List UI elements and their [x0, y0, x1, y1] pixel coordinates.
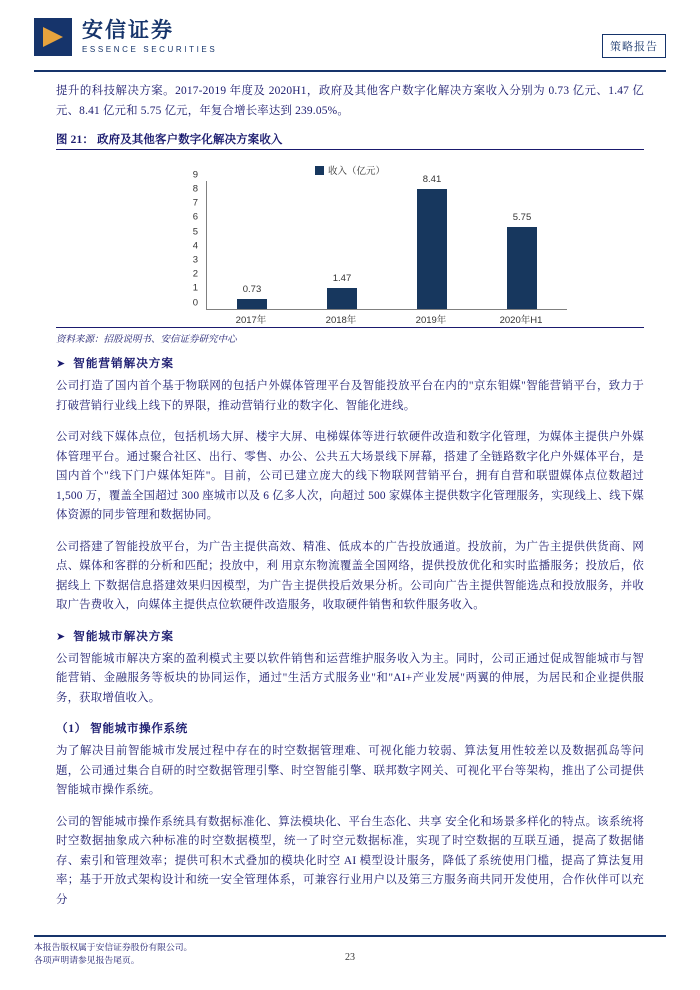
legend-label: 收入（亿元）	[327, 166, 385, 177]
arrow-bullet-icon: ➤	[56, 358, 66, 370]
x-tick: 2017年	[235, 315, 267, 326]
y-tick: 2	[192, 268, 198, 280]
bar-value-label: 8.41	[422, 174, 442, 185]
y-tick: 9	[192, 169, 198, 181]
footer-line-2: 各项声明请参见报告尾页。	[34, 955, 140, 965]
figure-bottom-divider	[56, 327, 644, 328]
chart-bars	[207, 174, 567, 309]
paragraph-intro: 提升的科技解决方案。2017-2019 年度及 2020H1，政府及其他客户数字化解决方案收入分别为 0.73 亿元、1.47 亿元、8.41 亿元和 5.75 亿元，年复合增长率达到 239.05%。	[56, 85, 644, 117]
x-tick: 2019年	[415, 315, 447, 326]
brand-logo	[34, 18, 217, 56]
header-divider	[34, 70, 666, 72]
bar-2020h1	[507, 227, 537, 309]
figure-title: 图 21： 政府及其他客户数字化解决方案收入	[56, 134, 283, 146]
chart-plot-area	[206, 174, 567, 310]
bar-group	[297, 181, 387, 309]
paragraph-marketing-1: 公司打造了国内首个基于物联网的包括户外媒体管理平台及智能投放平台在内的"京东钼媒"智能营销平台，致力于打破营销行业线上线下的界限，推动营销行业的数字化、智能化进线。	[56, 380, 644, 412]
brand-name-cn: 安信证券	[82, 19, 174, 42]
bar-chart	[56, 149, 644, 345]
footer-divider	[34, 935, 666, 937]
bar-2018	[327, 288, 357, 309]
paragraph-city-2: 为了解决目前智能城市发展过程中存在的时空数据管理难、可视化能力较弱、算法复用性较差以及数据孤岛等问题，公司通过集合自研的时空数据管理引擎、时空智能引擎、联邦数字网关、可视化平台等架构，推出了公司提供智能城市操作系统。	[56, 745, 644, 796]
arrow-bullet-icon: ➤	[56, 630, 66, 643]
paragraph-marketing-3: 公司搭建了智能投放平台，为广告主提供高效、精准、低成本的广告投放通道。投放前，为广告主提供供货商、网点、媒体和客群的分析和匹配；投放中，利 用京东物流覆盖全国网络，提供投放优化和实时监播服务；投放后，依据线上 下数据信息搭建效果归因模型，为广告主提供投后效果分析。公司向广告主提供智能选点和投放服务，并收取广告费收入，向媒体主提供点位软硬件改造服务，收取硬件销售和软件服务收入。	[56, 540, 644, 611]
y-tick: 4	[192, 240, 198, 252]
bar-2019	[417, 189, 447, 309]
y-tick: 1	[192, 282, 198, 294]
section-heading-text: 智能营销解决方案	[73, 357, 174, 370]
paragraph-city-3: 公司的智能城市操作系统具有数据标准化、算法模块化、平台生态化、共享 安全化和场景多样化的特点。该系统将时空数据抽象成六种标准的时空数据模型，统一了时空元数据标准，实现了时空数据的互联互通，提高了数据储存、索引和管理效率；提供可积木式叠加的模块化时空 AI 模型设计服务，降低了系统使用门槛，提高了算法复用率；基于开放式架构设计和统一安全管理体系，可兼容行业用户以及第三方服务商共同开发使用，合作伙伴可以充分	[56, 815, 644, 906]
chart-legend	[56, 163, 644, 177]
chart-y-axis	[180, 169, 202, 315]
y-tick: 7	[192, 197, 198, 209]
paragraph-city-1: 公司智能城市解决方案的盈利模式主要以软件销售和运营维护服务收入为主。同时，公司正通过促成智能城市与智能营销、金融服务等板块的协同运作，通过"生活方式服务业"和"AI+产业发展"两翼的伸展，为居民和企业提供服务，获取增值收入。	[56, 652, 644, 704]
bar-2017	[237, 299, 267, 309]
report-type-badge: 策略报告	[602, 34, 666, 58]
bar-value-label: 1.47	[332, 273, 352, 284]
footer-line-1: 本报告版权属于安信证券股份有限公司。	[34, 942, 193, 952]
bar-group	[477, 181, 567, 309]
chart-x-axis	[206, 312, 566, 326]
bar-group	[387, 174, 477, 309]
legend-swatch-icon	[315, 166, 324, 175]
figure-21	[56, 131, 644, 345]
page-header	[0, 0, 700, 74]
y-tick: 5	[192, 226, 198, 238]
brand-name-en: ESSENCE SECURITIES	[82, 45, 218, 54]
essence-logo-icon	[34, 18, 72, 56]
figure-source: 资料来源：招股说明书、安信证券研究中心	[56, 335, 237, 345]
section-heading-text: 智能城市解决方案	[73, 629, 174, 643]
bar-group	[207, 181, 297, 309]
y-tick: 6	[192, 211, 198, 223]
x-tick: 2020年H1	[499, 315, 543, 326]
subsection-heading-os: （1） 智能城市操作系统	[56, 722, 188, 735]
paragraph-marketing-2: 公司对线下媒体点位，包括机场大屏、楼宇大屏、电梯媒体等进行软硬件改造和数字化管理，为媒体主提供户外媒体管理平台。通过聚合社区、出行、零售、办公、公共五大场景线下屏幕，搭建了全链路数字化户外媒体平台，是国内首个"线下门户媒体矩阵"。目前，公司已建立庞大的线下物联网营销平台，拥有自营和联盟媒体点位数超过 1,500 万，覆盖全国超过 300 座城市以及 6 亿多人次，向超过 500 家媒体主提供数字化管理服务，实现线上、线下媒体资源的同步管理和数据协同。	[56, 431, 644, 521]
document-body	[56, 82, 644, 922]
x-tick: 2018年	[325, 315, 357, 326]
bar-value-label: 5.75	[512, 212, 532, 223]
section-heading-smart-marketing	[56, 355, 644, 371]
section-heading-smart-city	[56, 628, 644, 644]
brand-text	[82, 20, 217, 54]
y-tick: 0	[192, 297, 198, 309]
figure-top-divider	[56, 149, 644, 150]
y-tick: 3	[192, 254, 198, 266]
bar-value-label: 0.73	[242, 284, 262, 295]
y-tick: 8	[192, 183, 198, 195]
page-number: 23	[345, 952, 355, 963]
